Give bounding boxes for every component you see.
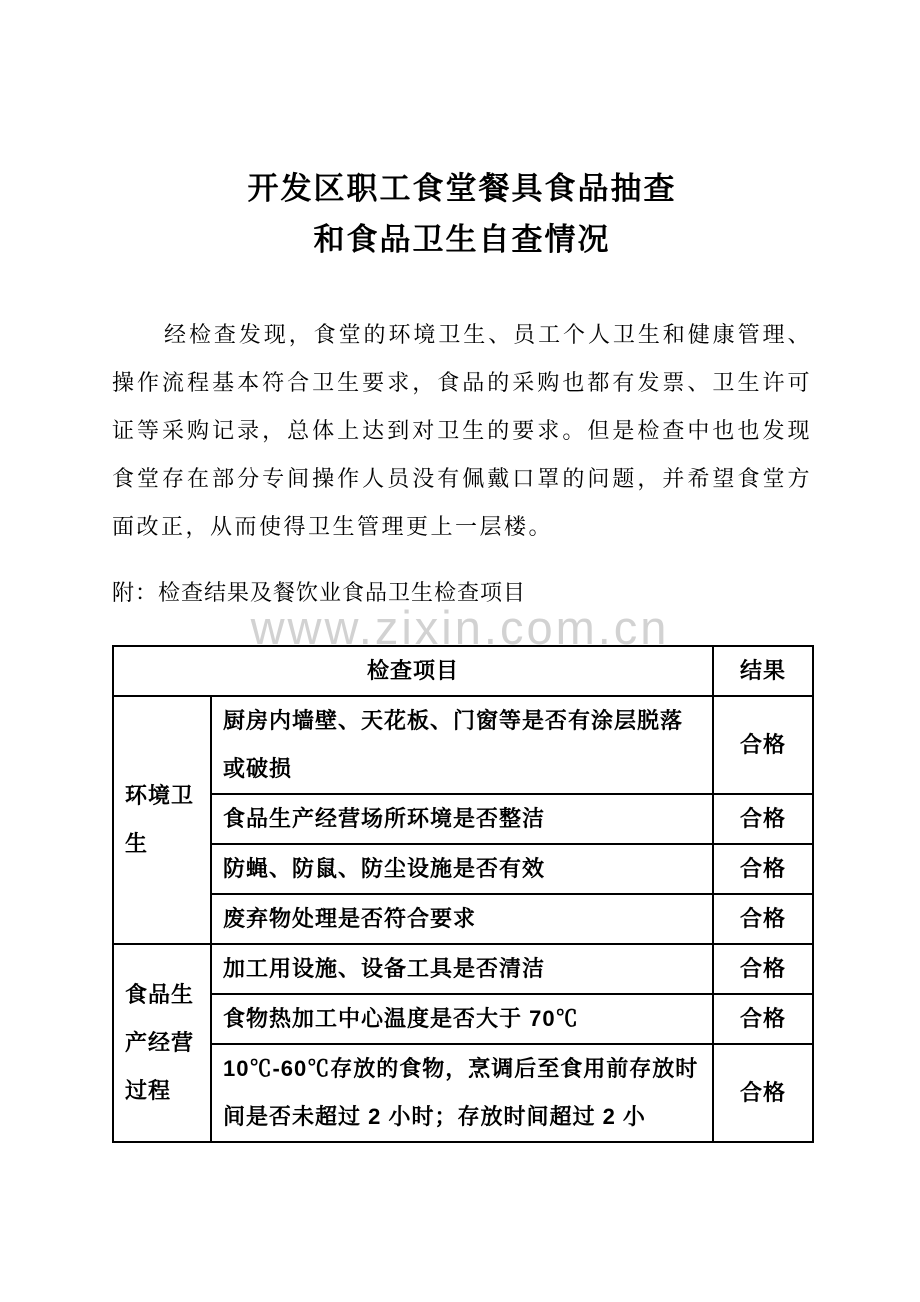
attachment-note: 附：检查结果及餐饮业食品卫生检查项目 xyxy=(112,580,527,605)
document-title-line1: 开发区职工食堂餐具食品抽查 xyxy=(247,171,677,206)
category-cell-environment-hygiene: 环境卫生 xyxy=(113,696,211,944)
item-cell: 10℃-60℃存放的食物，烹调后至食用前存放时间是否未超过 2 小时；存放时间超过 2 小 xyxy=(211,1044,713,1142)
table-row xyxy=(113,696,813,794)
item-cell: 加工用设施、设备工具是否清洁 xyxy=(211,944,713,994)
result-cell: 合格 xyxy=(713,994,813,1044)
document-content xyxy=(112,0,812,1143)
table-row xyxy=(113,794,813,844)
header-cell-inspection-items: 检查项目 xyxy=(113,646,713,696)
table-row xyxy=(113,1044,813,1142)
document-title-line2: 和食品卫生自查情况 xyxy=(313,222,611,257)
table-header-row xyxy=(113,646,813,696)
result-cell: 合格 xyxy=(713,894,813,944)
item-cell: 食品生产经营场所环境是否整洁 xyxy=(211,794,713,844)
watermark-text: www.zixin.com.cn xyxy=(250,601,670,654)
result-cell: 合格 xyxy=(713,844,813,894)
header-cell-result: 结果 xyxy=(713,646,813,696)
item-cell: 防蝇、防鼠、防尘设施是否有效 xyxy=(211,844,713,894)
item-cell: 食物热加工中心温度是否大于 70℃ xyxy=(211,994,713,1044)
table-row xyxy=(113,894,813,944)
item-cell: 厨房内墙壁、天花板、门窗等是否有涂层脱落或破损 xyxy=(211,696,713,794)
inspection-results-table xyxy=(112,645,814,1143)
document-title xyxy=(112,163,812,265)
table-row xyxy=(113,944,813,994)
result-cell: 合格 xyxy=(713,696,813,794)
result-cell: 合格 xyxy=(713,794,813,844)
result-cell: 合格 xyxy=(713,944,813,994)
result-cell: 合格 xyxy=(713,1044,813,1142)
item-cell: 废弃物处理是否符合要求 xyxy=(211,894,713,944)
summary-paragraph: 经检查发现，食堂的环境卫生、员工个人卫生和健康管理、操作流程基本符合卫生要求，食品的采购也都有发票、卫生许可证等采购记录，总体上达到对卫生的要求。但是检查中也也发现食堂存在部分专间操作人员没有佩戴口罩的问题，并希望食堂方面改正，从而使得卫生管理更上一层楼。 xyxy=(112,322,812,539)
category-cell-food-production: 食品生产经营过程 xyxy=(113,944,211,1142)
table-row xyxy=(113,844,813,894)
table-row xyxy=(113,994,813,1044)
